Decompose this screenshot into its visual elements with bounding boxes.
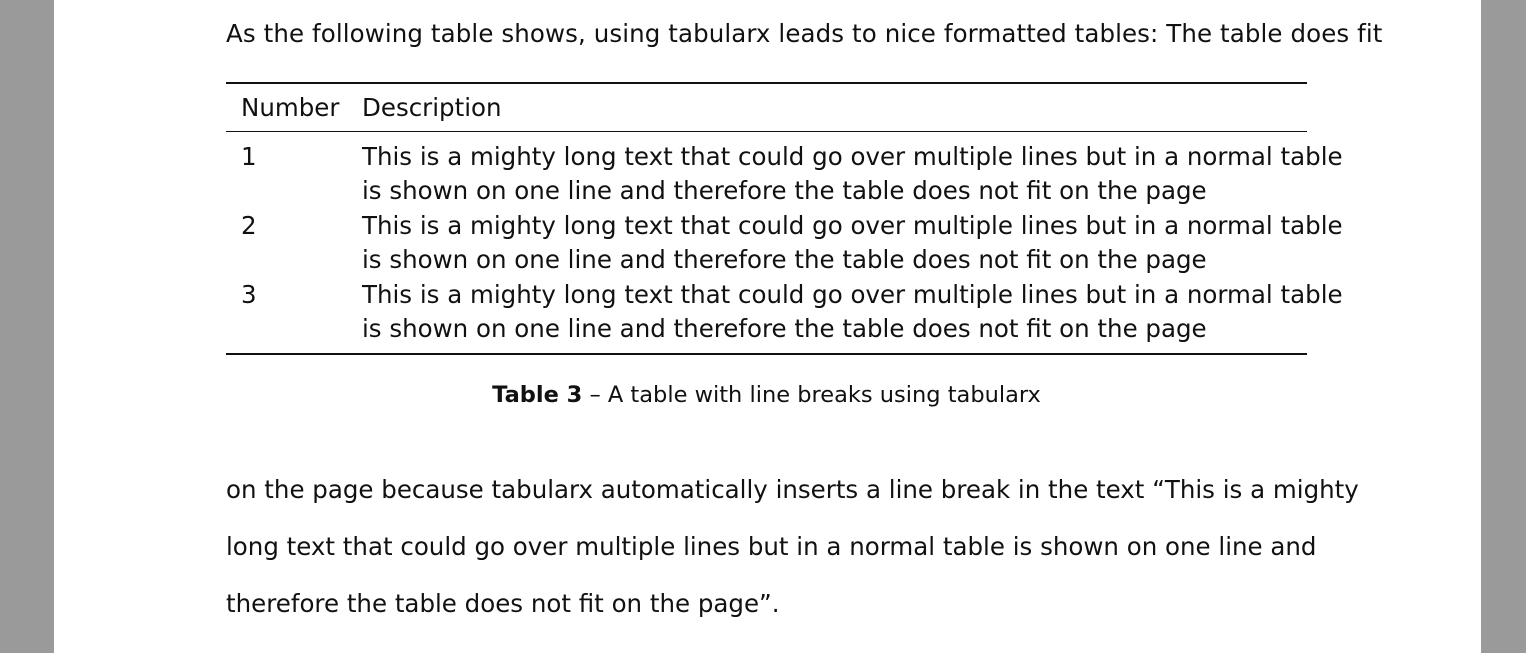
table-caption: [226, 378, 1307, 412]
caption-label: Table 3: [492, 382, 583, 408]
row-description-line: is shown on one line and therefore the table does not fit on the page: [362, 176, 1207, 205]
table-bottom-rule: [226, 353, 1307, 355]
row-description: [362, 209, 1343, 277]
body-line: on the page because tabularx automatically inserts a line break in the text “This is a mighty: [226, 475, 1359, 504]
body-paragraph: [226, 461, 1359, 632]
row-description-line: is shown on one line and therefore the table does not fit on the page: [362, 314, 1207, 343]
table-header-rule: [226, 131, 1307, 132]
document-page: [54, 0, 1481, 653]
row-description: [362, 140, 1343, 208]
row-description-line: This is a mighty long text that could go over multiple lines but in a normal table: [362, 211, 1343, 240]
row-description-line: is shown on one line and therefore the table does not fit on the page: [362, 245, 1207, 274]
row-number: 3: [241, 280, 257, 309]
table-header-number: Number: [241, 93, 340, 122]
caption-text: A table with line breaks using tabularx: [607, 382, 1041, 408]
body-line: long text that could go over multiple lines but in a normal table is shown on one line and: [226, 532, 1317, 561]
table-header-description: Description: [362, 93, 502, 122]
row-number: 2: [241, 211, 257, 240]
row-number: 1: [241, 142, 257, 171]
table-top-rule: [226, 82, 1307, 84]
caption-separator: –: [582, 382, 608, 408]
row-description-line: This is a mighty long text that could go over multiple lines but in a normal table: [362, 280, 1343, 309]
body-line: therefore the table does not fit on the page”.: [226, 589, 780, 618]
intro-paragraph: As the following table shows, using tabularx leads to nice formatted tables: The table does fit: [226, 19, 1383, 48]
row-description-line: This is a mighty long text that could go over multiple lines but in a normal table: [362, 142, 1343, 171]
row-description: [362, 278, 1343, 346]
